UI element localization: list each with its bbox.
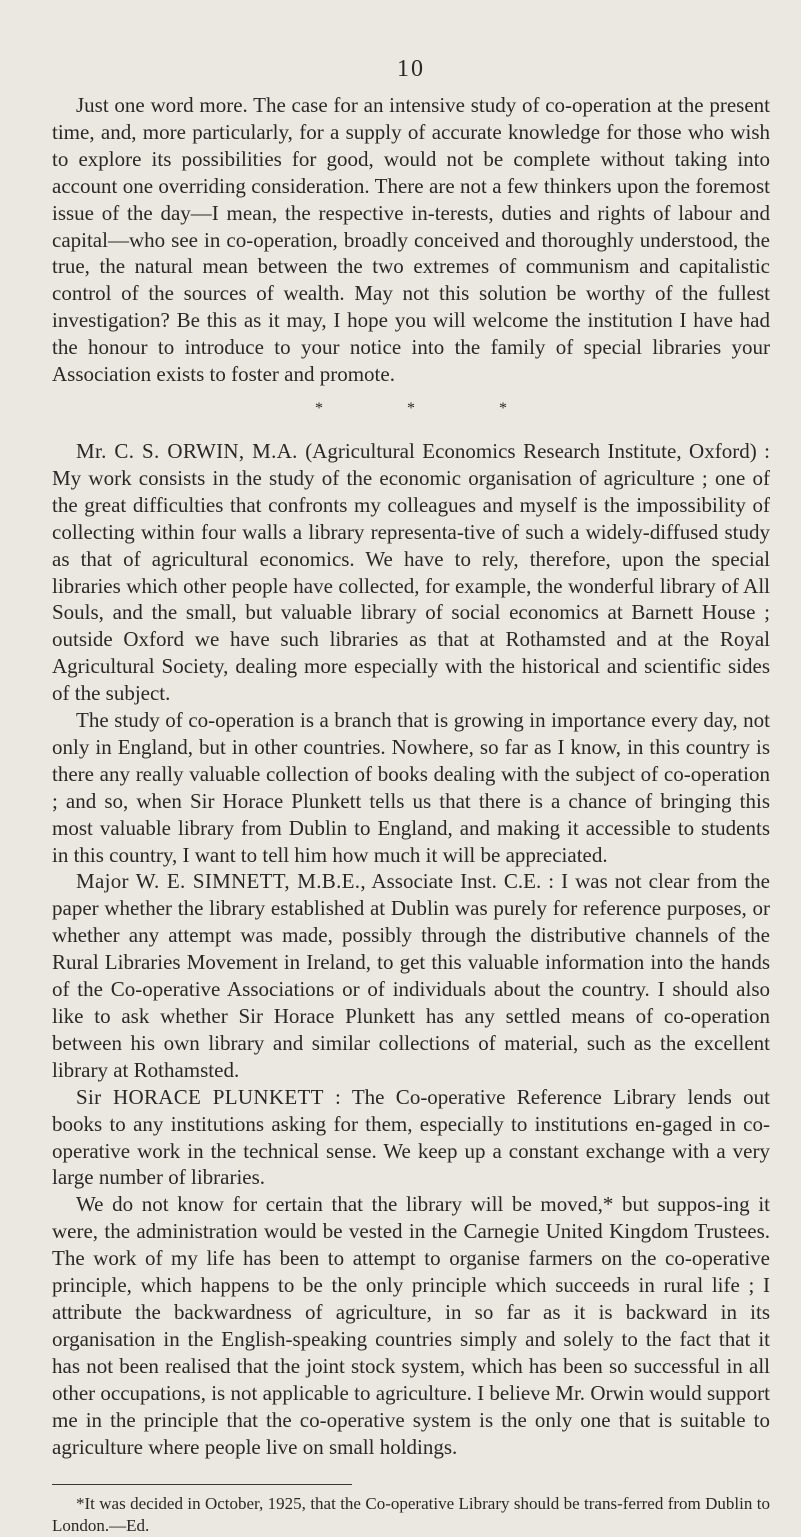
footnote: *It was decided in October, 1925, that the Co-operative Library should be trans-ferred from Dublin to London.—Ed. <box>52 1494 770 1536</box>
paragraph-text: : The Co-operative Reference Library lends out books to any institutions asking for them, especially to institutions en-gaged in co-operative work in the technical sense. We keep up a constant exchange with a very large number of libraries. <box>52 1084 770 1190</box>
document-page <box>52 0 770 1536</box>
paragraph-text: , Associate Inst. C.E. : I was not clear from the paper whether the library established at Dublin was purely for reference purposes, or whether any attempt was made, possibly through the distributive channels of the Rural Libraries Movement in Ireland, to get this valuable information into the hands of the Co-operative Associations or of individuals about the country. I should also like to ask whether Sir Horace Plunkett has any settled means of co-operation between his own library and similar collections of material, such as the excellent library at Rothamsted. <box>52 869 770 1082</box>
paragraph-simnett <box>52 868 770 1083</box>
paragraph-text: The study of co-operation is a branch that is growing in importance every day, not only in England, but in other countries. Nowhere, so far as I know, in this country is there any really valuable collection of books dealing with the subject of co-operation ; and so, when Sir Horace Plunkett tells us that there is a chance of bringing this most valuable library from Dublin to England, and making it accessible to students in this country, I want to tell him how much it will be appreciated. <box>52 708 770 867</box>
speaker-name: Major W. E. SIMNETT, M.B.E. <box>76 869 361 894</box>
section-separator: * * * <box>315 399 547 417</box>
page-number: 10 <box>397 56 425 82</box>
paragraph-orwin <box>52 438 770 707</box>
paragraph-closing-remarks <box>52 92 770 388</box>
paragraph-text: (Agricultural Economics Research Institute, Oxford) : My work consists in the study of the economic organisation of agriculture ; one of the great difficulties that confronts my colleagues and myself is the impossibility of collecting within four walls a library representa-tive of such a widely-diffused study as that of agricultural economics. We have to rely, therefore, upon the special libraries which other people have collected, for example, the wonderful library of All Souls, and the small, but valuable library of social economics at Barnett House ; outside Oxford we have such libraries as that at Rothamsted and at the Royal Agricultural Society, dealing more especially with the historical and scientific sides of the subject. <box>52 438 770 706</box>
paragraph-plunkett-continued <box>52 1191 770 1460</box>
footnote-rule <box>52 1484 352 1485</box>
paragraph-plunkett <box>52 1084 770 1192</box>
body-text <box>52 92 770 1460</box>
speaker-name: Sir HORACE PLUNKETT <box>76 1084 324 1109</box>
paragraph-text: We do not know for certain that the library will be moved,* but suppos-ing it were, the administration would be vested in the Carnegie United Kingdom Trustees. The work of my life has been to attempt to organise farmers on the co-operative principle, which happens to be the only principle which succeeds in rural life ; I attribute the backwardness of agriculture, in so far as it is backward in its organisation in the English-speaking countries simply and solely to the fact that it has not been realised that the joint stock system, which has been so successful in all other occupations, is not applicable to agriculture. I believe Mr. Orwin would support me in the principle that the co-operative system is the only one that is suitable to agriculture where people live on small holdings. <box>52 1192 770 1459</box>
paragraph-text: Just one word more. The case for an intensive study of co-operation at the present time, and, more particularly, for a supply of accurate knowledge for those who wish to explore its possibilities for good, would not be complete without taking into account one overriding consideration. There are not a few thinkers upon the foremost issue of the day—I mean, the respective in-terests, duties and rights of labour and capital—who see in co-operation, broadly conceived and thoroughly understood, the true, the natural mean between the two extremes of communism and capitalistic control of the sources of wealth. May not this solution be worthy of the fullest investigation? Be this as it may, I hope you will welcome the institution I have had the honour to introduce to your notice into the family of special libraries your Association exists to foster and promote. <box>52 93 770 387</box>
paragraph-orwin-continued <box>52 707 770 868</box>
speaker-name: Mr. C. S. ORWIN, M.A. <box>76 438 298 463</box>
